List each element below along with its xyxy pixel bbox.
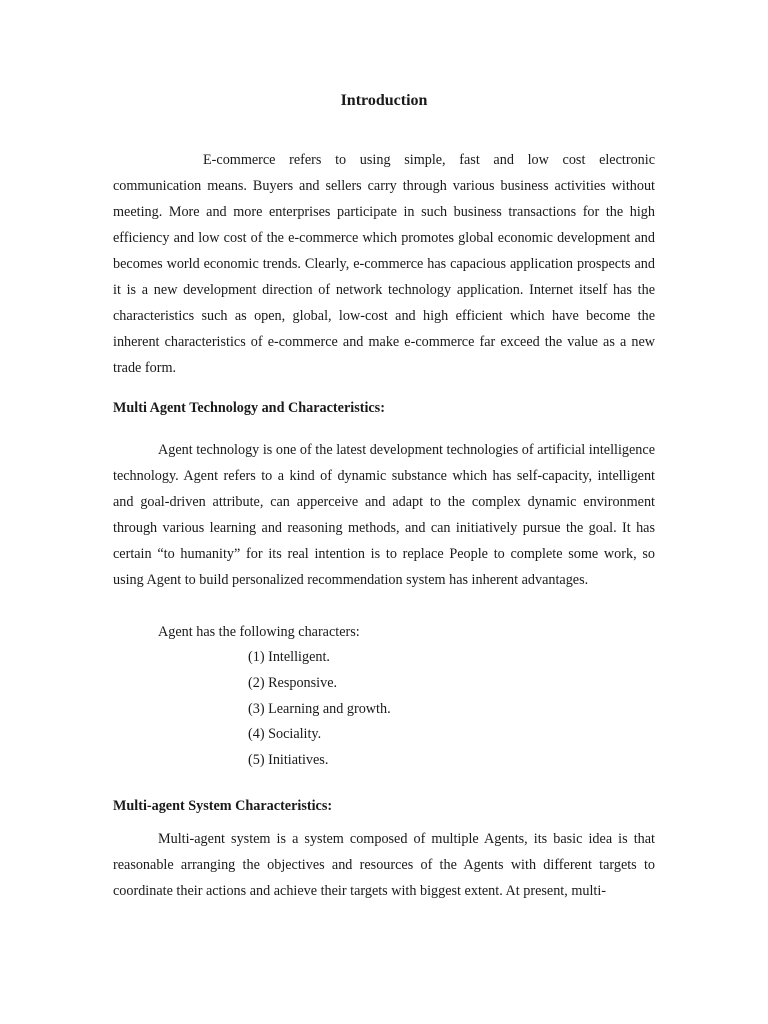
agent-technology-paragraph: Agent technology is one of the latest development technologies of artificial intelligence technology. Agent refers to a kind of dynamic substance which has self-capacity, intelligent and goal-driven attribute, can apperceive and adapt to the complex dynamic environment through various learning and reasoning methods, and can initiatively pursue the goal. It has certain “to humanity” for its real intention is to replace People to complete some work, so using Agent to build personalized recommendation system has inherent advantages. <box>113 442 655 588</box>
intro-paragraph: E-commerce refers to using simple, fast and low cost electronic communication means. Buyers and sellers carry through various business activities without meeting. More and more enterprises participate in such business transactions for the high efficiency and low cost of the e-commerce which promotes global economic development and becomes world economic trends. Clearly, e-commerce has capacious application prospects and it is a new development direction of network technology application. Internet itself has the characteristics such as open, global, low-cost and high efficient which have become the inherent characteristics of e-commerce and make e-commerce far exceed the value as a new trade form. <box>113 152 655 376</box>
multi-agent-system-paragraph: Multi-agent system is a system composed of multiple Agents, its basic idea is that reasonable arranging the objectives and resources of the Agents with different targets to coordinate their actions and achieve their targets with biggest extent. At present, multi- <box>113 831 655 899</box>
list-item: (1) Intelligent. <box>248 649 330 665</box>
characters-intro: Agent has the following characters: <box>158 624 360 640</box>
section-heading-multi-agent-system: Multi-agent System Characteristics: <box>113 798 333 814</box>
list-item: (2) Responsive. <box>248 674 338 691</box>
section-heading-multi-agent-technology: Multi Agent Technology and Characteristics: <box>113 400 385 416</box>
list-item: (5) Initiatives. <box>248 752 329 769</box>
list-item: (4) Sociality. <box>248 726 322 743</box>
list-item: (3) Learning and growth. <box>248 700 391 717</box>
characters-list <box>248 645 391 774</box>
page-title: Introduction <box>340 92 428 109</box>
